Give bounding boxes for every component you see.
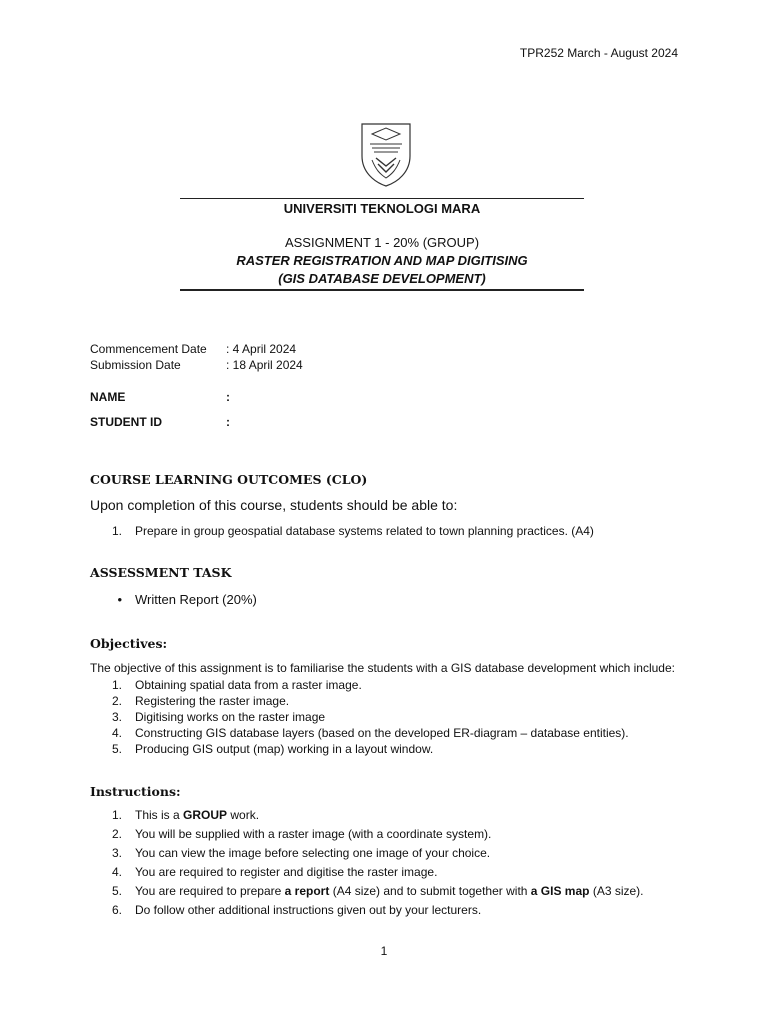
name-value: : — [226, 390, 230, 404]
objective-number: 3. — [111, 710, 122, 724]
university-name: UNIVERSITI TEKNOLOGI MARA — [283, 201, 481, 216]
assignment-topic-line1: RASTER REGISTRATION AND MAP DIGITISING — [236, 253, 528, 268]
objective-item: Registering the raster image. — [135, 694, 290, 708]
objective-item: Constructing GIS database layers (based on the developed ER-diagram – database entities). — [135, 726, 629, 740]
submission-date-value: : 18 April 2024 — [226, 358, 303, 372]
page-number: 1 — [380, 944, 388, 958]
commencement-date-label: Commencement Date — [90, 342, 207, 356]
objective-item: Digitising works on the raster image — [135, 710, 326, 724]
assignment-topic-line2: (GIS DATABASE DEVELOPMENT) — [278, 271, 486, 286]
student-id-value: : — [226, 415, 230, 429]
instruction-number: 3. — [111, 846, 122, 860]
instruction-number: 4. — [111, 865, 122, 879]
assessment-heading: ASSESSMENT TASK — [90, 565, 232, 580]
objective-number: 5. — [111, 742, 122, 756]
objectives-heading: Objectives: — [90, 636, 168, 651]
objective-number: 1. — [111, 678, 122, 692]
instruction-item: You are required to prepare a report (A4 size) and to submit together with a GIS map (A3 size). — [135, 884, 644, 898]
objectives-intro: The objective of this assignment is to familiarise the students with a GIS database development which include: — [90, 661, 675, 675]
objective-number: 2. — [111, 694, 122, 708]
instructions-heading: Instructions: — [90, 784, 181, 799]
clo-item-number: 1. — [111, 524, 122, 538]
assessment-bullet: • — [117, 592, 122, 607]
student-id-label: STUDENT ID — [90, 415, 162, 429]
instruction-number: 5. — [111, 884, 122, 898]
submission-date-label: Submission Date — [90, 358, 181, 372]
commencement-date-value: : 4 April 2024 — [226, 342, 297, 356]
clo-item: Prepare in group geospatial database systems related to town planning practices. (A4) — [135, 524, 594, 538]
instruction-item: This is a GROUP work. — [135, 808, 260, 822]
assignment-title: ASSIGNMENT 1 - 20% (GROUP) — [284, 235, 480, 250]
name-label: NAME — [90, 390, 126, 404]
instruction-number: 6. — [111, 903, 122, 917]
instruction-number: 2. — [111, 827, 122, 841]
course-reference: TPR252 March - August 2024 — [519, 46, 678, 60]
objective-item: Obtaining spatial data from a raster image. — [135, 678, 362, 692]
title-rule-top — [180, 198, 584, 199]
instruction-number: 1. — [111, 808, 122, 822]
university-crest-logo — [358, 120, 414, 188]
title-rule-bottom — [180, 289, 584, 291]
instruction-item: You can view the image before selecting one image of your choice. — [135, 846, 491, 860]
instruction-item: You will be supplied with a raster image (with a coordinate system). — [135, 827, 492, 841]
objective-item: Producing GIS output (map) working in a layout window. — [135, 742, 434, 756]
clo-intro: Upon completion of this course, students should be able to: — [90, 497, 458, 513]
instruction-item: Do follow other additional instructions given out by your lecturers. — [135, 903, 482, 917]
objective-number: 4. — [111, 726, 122, 740]
clo-heading: COURSE LEARNING OUTCOMES (CLO) — [90, 472, 368, 487]
assessment-item: Written Report (20%) — [135, 592, 257, 607]
instruction-item: You are required to register and digitise the raster image. — [135, 865, 438, 879]
